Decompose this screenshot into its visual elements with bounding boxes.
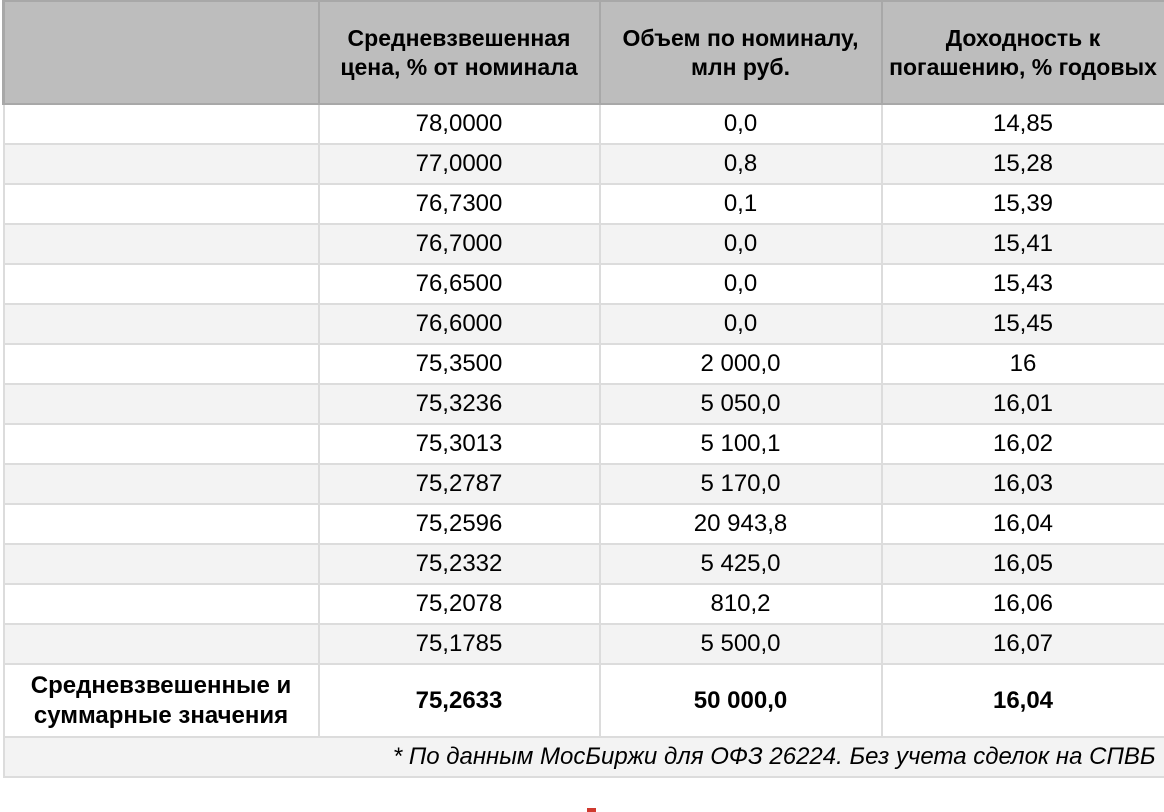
table-row — [4, 144, 1164, 184]
row-volume: 810,2 — [600, 584, 882, 624]
summary-price: 75,2633 — [319, 664, 600, 737]
row-yield: 15,41 — [882, 224, 1164, 264]
row-volume: 0,0 — [600, 104, 882, 144]
row-volume: 5 050,0 — [600, 384, 882, 424]
table-row — [4, 544, 1164, 584]
table-row — [4, 584, 1164, 624]
row-yield: 16,03 — [882, 464, 1164, 504]
row-volume: 5 100,1 — [600, 424, 882, 464]
row-label — [4, 224, 319, 264]
row-label — [4, 584, 319, 624]
table-header — [4, 1, 1164, 104]
summary-volume: 50 000,0 — [600, 664, 882, 737]
row-label — [4, 304, 319, 344]
row-label — [4, 104, 319, 144]
table-row — [4, 344, 1164, 384]
row-volume: 5 425,0 — [600, 544, 882, 584]
row-volume: 0,0 — [600, 304, 882, 344]
row-price: 76,7300 — [319, 184, 600, 224]
row-yield: 16,05 — [882, 544, 1164, 584]
row-label — [4, 624, 319, 664]
table-row — [4, 304, 1164, 344]
row-yield: 15,45 — [882, 304, 1164, 344]
row-volume: 2 000,0 — [600, 344, 882, 384]
row-price: 75,2332 — [319, 544, 600, 584]
red-marker — [587, 808, 596, 812]
row-label — [4, 264, 319, 304]
row-label — [4, 344, 319, 384]
row-volume: 20 943,8 — [600, 504, 882, 544]
row-price: 75,2078 — [319, 584, 600, 624]
row-price: 77,0000 — [319, 144, 600, 184]
row-price: 75,2596 — [319, 504, 600, 544]
table-row — [4, 464, 1164, 504]
row-yield: 14,85 — [882, 104, 1164, 144]
row-label — [4, 144, 319, 184]
table-row — [4, 224, 1164, 264]
summary-label: Средневзвешенные и суммарные значения — [4, 664, 319, 737]
row-yield: 16,01 — [882, 384, 1164, 424]
summary-yield: 16,04 — [882, 664, 1164, 737]
table-row — [4, 184, 1164, 224]
row-volume: 0,0 — [600, 224, 882, 264]
row-price: 78,0000 — [319, 104, 600, 144]
table-row — [4, 264, 1164, 304]
row-label — [4, 184, 319, 224]
summary-row — [4, 664, 1164, 737]
table-row — [4, 104, 1164, 144]
row-price: 75,1785 — [319, 624, 600, 664]
row-label — [4, 544, 319, 584]
footnote: * По данным МосБиржи для ОФЗ 26224. Без учета сделок на СПВБ — [4, 737, 1164, 777]
row-volume: 5 170,0 — [600, 464, 882, 504]
row-price: 75,3236 — [319, 384, 600, 424]
table-row — [4, 624, 1164, 664]
header-price: Средневзвешенная цена, % от номинала — [319, 1, 600, 104]
row-volume: 5 500,0 — [600, 624, 882, 664]
table-row — [4, 504, 1164, 544]
row-yield: 16,07 — [882, 624, 1164, 664]
table-body — [4, 104, 1164, 777]
row-yield: 16 — [882, 344, 1164, 384]
row-yield: 15,28 — [882, 144, 1164, 184]
row-volume: 0,1 — [600, 184, 882, 224]
footnote-row — [4, 737, 1164, 777]
row-price: 75,3013 — [319, 424, 600, 464]
header-yield: Доходность к погашению, % годовых — [882, 1, 1164, 104]
table-row — [4, 384, 1164, 424]
row-yield: 16,02 — [882, 424, 1164, 464]
row-volume: 0,8 — [600, 144, 882, 184]
row-label — [4, 424, 319, 464]
row-label — [4, 504, 319, 544]
row-price: 76,7000 — [319, 224, 600, 264]
row-yield: 16,06 — [882, 584, 1164, 624]
row-yield: 15,39 — [882, 184, 1164, 224]
row-price: 75,2787 — [319, 464, 600, 504]
row-price: 75,3500 — [319, 344, 600, 384]
row-volume: 0,0 — [600, 264, 882, 304]
row-price: 76,6500 — [319, 264, 600, 304]
row-label — [4, 464, 319, 504]
header-label — [4, 1, 319, 104]
row-label — [4, 384, 319, 424]
table-row — [4, 424, 1164, 464]
row-price: 76,6000 — [319, 304, 600, 344]
auction-results-table — [2, 0, 1164, 778]
row-yield: 16,04 — [882, 504, 1164, 544]
row-yield: 15,43 — [882, 264, 1164, 304]
header-volume: Объем по номиналу, млн руб. — [600, 1, 882, 104]
